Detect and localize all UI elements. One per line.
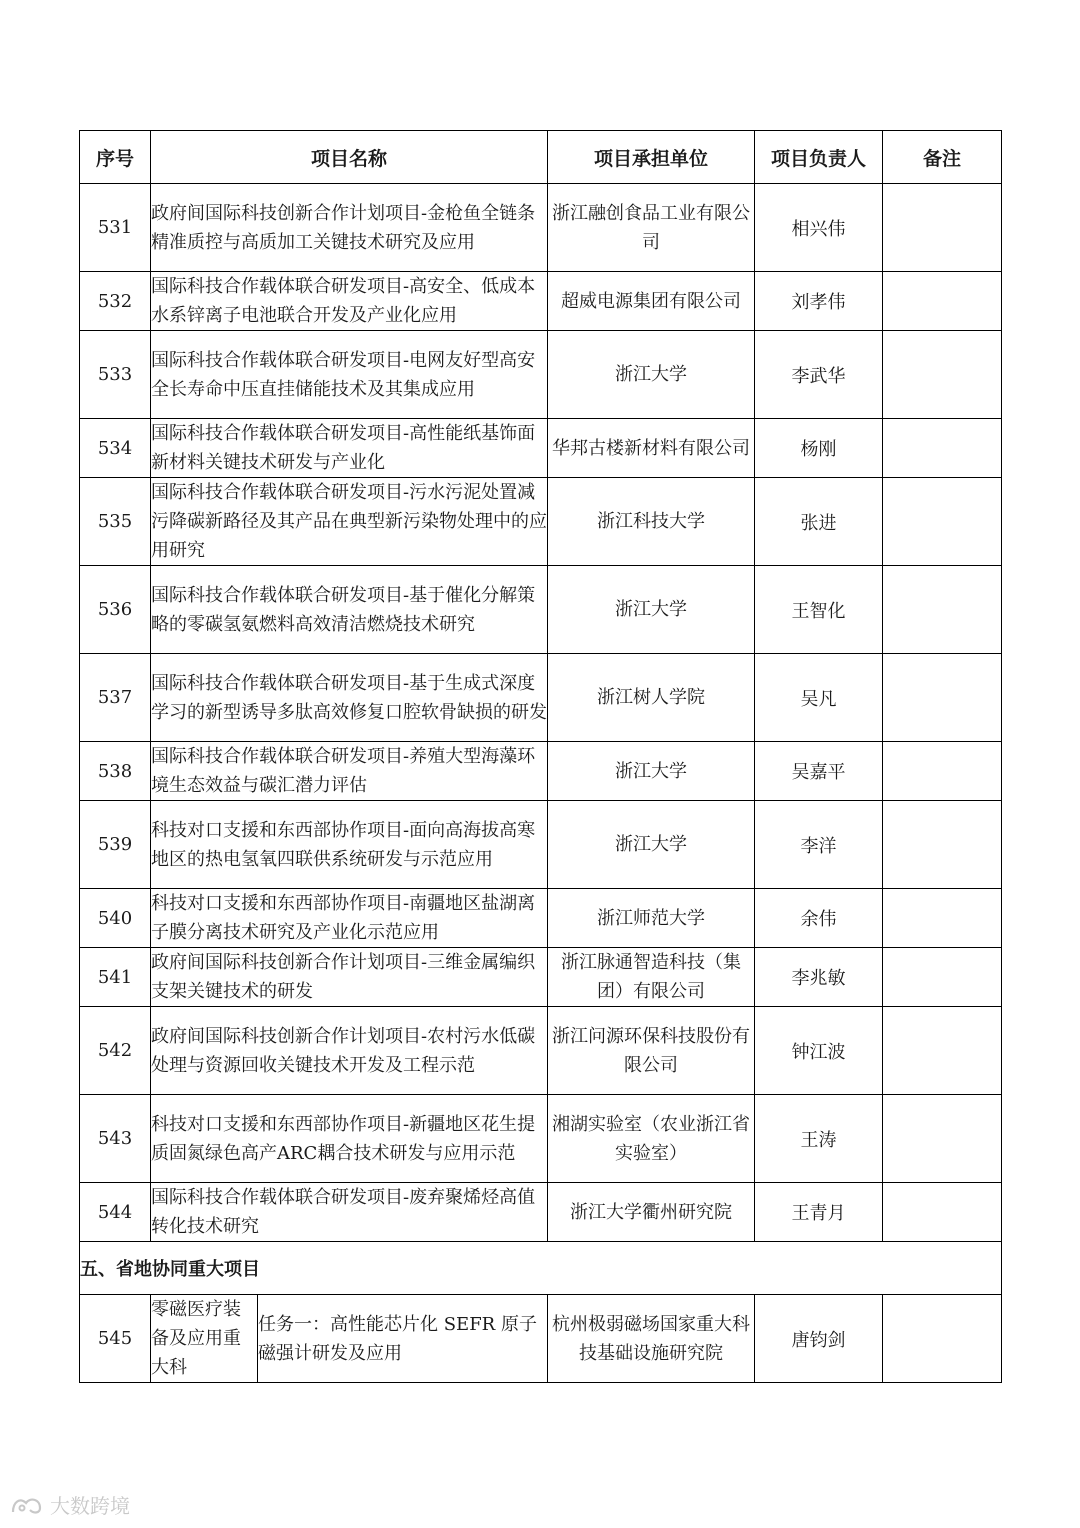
project-note xyxy=(883,1095,1002,1183)
project-leader: 钟江波 xyxy=(755,1007,883,1095)
project-unit: 浙江师范大学 xyxy=(548,889,755,948)
project-name: 科技对口支援和东西部协作项目-面向高海拔高寒地区的热电氢氧四联供系统研发与示范应用 xyxy=(151,801,548,889)
project-leader: 王涛 xyxy=(755,1095,883,1183)
project-name: 科技对口支援和东西部协作项目-南疆地区盐湖离子膜分离技术研究及产业化示范应用 xyxy=(151,889,548,948)
project-note xyxy=(883,331,1002,419)
table-row xyxy=(80,566,1002,654)
project-table xyxy=(79,130,1002,1383)
project-leader: 李洋 xyxy=(755,801,883,889)
project-unit: 杭州极弱磁场国家重大科技基础设施研究院 xyxy=(548,1295,755,1383)
project-unit: 浙江脉通智造科技（集团）有限公司 xyxy=(548,948,755,1007)
project-group-name: 零磁医疗装备及应用重大科 xyxy=(151,1295,258,1383)
project-note xyxy=(883,1295,1002,1383)
row-number: 532 xyxy=(80,272,151,331)
row-number: 535 xyxy=(80,478,151,566)
project-note xyxy=(883,801,1002,889)
row-number: 545 xyxy=(80,1295,151,1383)
row-number: 536 xyxy=(80,566,151,654)
project-note xyxy=(883,1007,1002,1095)
project-name: 国际科技合作载体联合研发项目-电网友好型高安全长寿命中压直挂储能技术及其集成应用 xyxy=(151,331,548,419)
watermark-text: 大数跨境 xyxy=(50,1494,130,1518)
project-leader: 王青月 xyxy=(755,1183,883,1242)
table-row xyxy=(80,331,1002,419)
row-number: 541 xyxy=(80,948,151,1007)
project-note xyxy=(883,272,1002,331)
project-unit: 浙江大学衢州研究院 xyxy=(548,1183,755,1242)
table-row xyxy=(80,742,1002,801)
table-row xyxy=(80,184,1002,272)
project-unit: 浙江大学 xyxy=(548,566,755,654)
project-unit: 浙江科技大学 xyxy=(548,478,755,566)
section-row xyxy=(80,1242,1002,1295)
row-number: 538 xyxy=(80,742,151,801)
project-name: 政府间国际科技创新合作计划项目-农村污水低碳处理与资源回收关键技术开发及工程示范 xyxy=(151,1007,548,1095)
table-row xyxy=(80,654,1002,742)
project-leader: 吴嘉平 xyxy=(755,742,883,801)
project-leader: 唐钧剑 xyxy=(755,1295,883,1383)
project-unit: 超威电源集团有限公司 xyxy=(548,272,755,331)
watermark-logo-icon xyxy=(10,1494,44,1516)
table-row xyxy=(80,478,1002,566)
project-leader: 杨刚 xyxy=(755,419,883,478)
section-heading: 五、省地协同重大项目 xyxy=(80,1242,1002,1295)
project-unit: 湘湖实验室（农业浙江省实验室） xyxy=(548,1095,755,1183)
project-name: 国际科技合作载体联合研发项目-废弃聚烯烃高值转化技术研究 xyxy=(151,1183,548,1242)
project-unit: 浙江大学 xyxy=(548,742,755,801)
row-number: 537 xyxy=(80,654,151,742)
project-leader: 刘孝伟 xyxy=(755,272,883,331)
table-row xyxy=(80,889,1002,948)
project-leader: 李武华 xyxy=(755,331,883,419)
project-leader: 张进 xyxy=(755,478,883,566)
project-name: 国际科技合作载体联合研发项目-高性能纸基饰面新材料关键技术研发与产业化 xyxy=(151,419,548,478)
project-unit: 浙江问源环保科技股份有限公司 xyxy=(548,1007,755,1095)
project-task-name: 任务一：高性能芯片化 SEFR 原子磁强计研发及应用 xyxy=(258,1295,548,1383)
project-note xyxy=(883,654,1002,742)
header-note: 备注 xyxy=(883,131,1002,184)
project-note xyxy=(883,1183,1002,1242)
project-note xyxy=(883,184,1002,272)
header-name: 项目名称 xyxy=(151,131,548,184)
project-name: 国际科技合作载体联合研发项目-高安全、低成本水系锌离子电池联合开发及产业化应用 xyxy=(151,272,548,331)
row-number: 542 xyxy=(80,1007,151,1095)
project-unit: 浙江大学 xyxy=(548,331,755,419)
row-number: 543 xyxy=(80,1095,151,1183)
table-row xyxy=(80,1007,1002,1095)
row-number: 533 xyxy=(80,331,151,419)
table-row xyxy=(80,801,1002,889)
table-row xyxy=(80,272,1002,331)
project-unit: 浙江融创食品工业有限公司 xyxy=(548,184,755,272)
table-row xyxy=(80,1295,1002,1383)
table-header-row xyxy=(80,131,1002,184)
project-note xyxy=(883,742,1002,801)
project-note xyxy=(883,478,1002,566)
project-unit: 浙江树人学院 xyxy=(548,654,755,742)
project-unit: 华邦古楼新材料有限公司 xyxy=(548,419,755,478)
header-person: 项目负责人 xyxy=(755,131,883,184)
project-name: 国际科技合作载体联合研发项目-污水污泥处置减污降碳新路径及其产品在典型新污染物处理中的应用研究 xyxy=(151,478,548,566)
project-leader: 吴凡 xyxy=(755,654,883,742)
project-leader: 王智化 xyxy=(755,566,883,654)
table-row xyxy=(80,1095,1002,1183)
row-number: 534 xyxy=(80,419,151,478)
project-leader: 李兆敏 xyxy=(755,948,883,1007)
row-number: 540 xyxy=(80,889,151,948)
project-leader: 相兴伟 xyxy=(755,184,883,272)
project-leader: 余伟 xyxy=(755,889,883,948)
project-note xyxy=(883,948,1002,1007)
project-note xyxy=(883,419,1002,478)
table-row xyxy=(80,948,1002,1007)
project-unit: 浙江大学 xyxy=(548,801,755,889)
row-number: 544 xyxy=(80,1183,151,1242)
project-name: 国际科技合作载体联合研发项目-基于生成式深度学习的新型诱导多肽高效修复口腔软骨缺损的研发 xyxy=(151,654,548,742)
header-unit: 项目承担单位 xyxy=(548,131,755,184)
project-name: 政府间国际科技创新合作计划项目-三维金属编织支架关键技术的研发 xyxy=(151,948,548,1007)
project-name: 国际科技合作载体联合研发项目-养殖大型海藻环境生态效益与碳汇潜力评估 xyxy=(151,742,548,801)
project-name: 科技对口支援和东西部协作项目-新疆地区花生提质固氮绿色高产ARC耦合技术研发与应用示范 xyxy=(151,1095,548,1183)
project-name: 政府间国际科技创新合作计划项目-金枪鱼全链条精准质控与高质加工关键技术研究及应用 xyxy=(151,184,548,272)
project-name: 国际科技合作载体联合研发项目-基于催化分解策略的零碳氢氨燃料高效清洁燃烧技术研究 xyxy=(151,566,548,654)
row-number: 531 xyxy=(80,184,151,272)
project-note xyxy=(883,889,1002,948)
table-row xyxy=(80,1183,1002,1242)
watermark xyxy=(10,1490,130,1519)
table-row xyxy=(80,419,1002,478)
row-number: 539 xyxy=(80,801,151,889)
header-seq: 序号 xyxy=(80,131,151,184)
project-note xyxy=(883,566,1002,654)
